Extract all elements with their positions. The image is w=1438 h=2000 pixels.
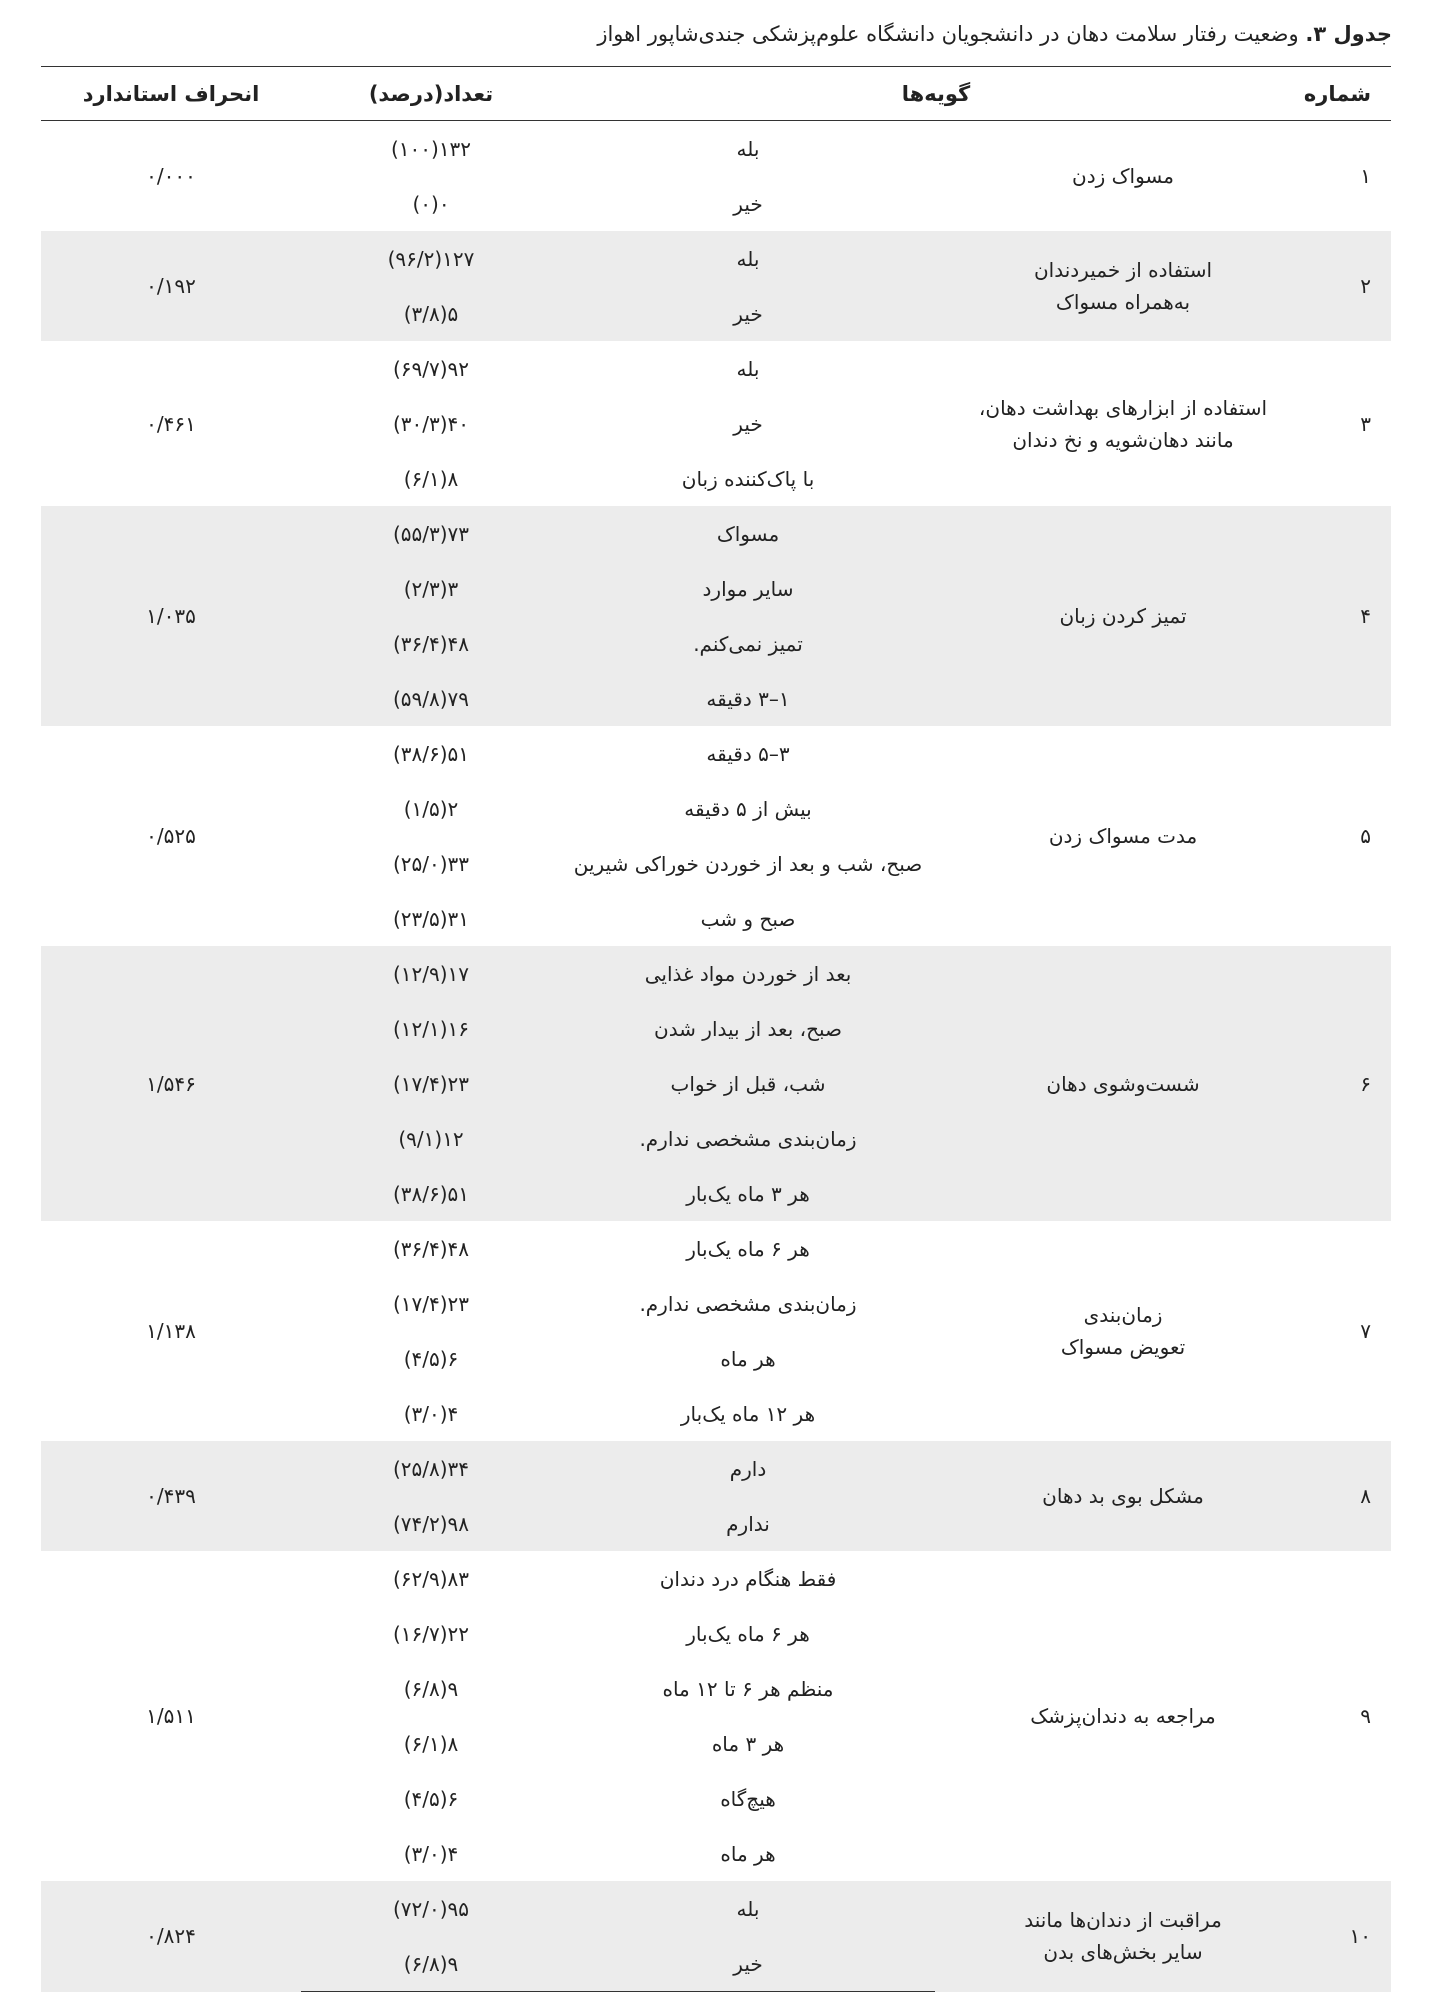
- item-label-line: مسواک زدن: [1072, 164, 1174, 188]
- item-group: [41, 231, 1391, 341]
- count-percent: ۸(۶/۱): [403, 1731, 459, 1756]
- standard-deviation: ۱/۱۳۸: [146, 1319, 196, 1343]
- item-label-line: مشکل بوی بد دهان: [1042, 1484, 1204, 1508]
- item-group: [41, 946, 1391, 1221]
- count-percent: ۲۲(۱۶/۷): [392, 1621, 470, 1646]
- header-row: [41, 67, 1391, 121]
- item-group: [41, 1551, 1391, 1881]
- response-option: خیر: [561, 1936, 935, 1992]
- count-percent: ۲۳(۱۷/۴): [301, 1056, 561, 1111]
- response-option: هر ماه: [720, 1346, 776, 1371]
- response-option: صبح، بعد از بیدار شدن: [561, 1001, 935, 1056]
- count-percent: ۴۸(۳۶/۴): [301, 616, 561, 671]
- item-number: ۳: [1360, 411, 1372, 436]
- response-option: خیر: [561, 286, 935, 341]
- item-number: ۴: [1311, 506, 1391, 726]
- table-row: [41, 946, 1391, 1001]
- response-option: زمان‌بندی مشخصی ندارم.: [561, 1111, 935, 1166]
- response-option: بله: [561, 1881, 935, 1936]
- count-percent: ۲۳(۱۷/۴): [392, 1291, 470, 1316]
- item-label-line: تعویض مسواک: [1060, 1335, 1186, 1359]
- standard-deviation: ۰/۵۲۵: [146, 824, 196, 848]
- item-group: [41, 726, 1391, 946]
- count-percent: ۴۸(۳۶/۴): [392, 1236, 470, 1261]
- behavior-table: [41, 66, 1391, 1992]
- count-percent: ۶(۴/۵): [403, 1786, 459, 1811]
- header-count: تعداد(درصد): [301, 67, 561, 121]
- response-option: ۱–۳ دقیقه: [561, 671, 935, 726]
- response-option: بله: [736, 136, 760, 161]
- item-label-line: مدت مسواک زدن: [1048, 824, 1198, 848]
- count-percent: ۵(۳/۸): [301, 286, 561, 341]
- response-option: هر ماه: [720, 1841, 776, 1866]
- table-row: [41, 506, 1391, 561]
- standard-deviation: ۱/۵۴۶: [41, 946, 301, 1221]
- standard-deviation: ۱/۰۳۵: [41, 506, 301, 726]
- item-label-line: مانند دهان‌شویه و نخ دندان: [1012, 427, 1234, 452]
- count-percent: ۵۱(۳۸/۶): [392, 741, 470, 766]
- response-option: خیر: [733, 411, 763, 436]
- table-row: [41, 1221, 1391, 1276]
- item-label: [935, 1881, 1311, 1992]
- response-option: مسواک: [561, 506, 935, 561]
- response-option: هر ۶ ماه یک‌بار: [686, 1236, 810, 1261]
- count-percent: ۳۴(۲۵/۸): [301, 1441, 561, 1496]
- response-option: ۳–۵ دقیقه: [706, 741, 790, 766]
- table-header: [41, 67, 1391, 121]
- response-option: منظم هر ۶ تا ۱۲ ماه: [662, 1676, 834, 1701]
- item-group: [41, 1441, 1391, 1551]
- response-option: بعد از خوردن مواد غذایی: [561, 946, 935, 1001]
- item-label-line: استفاده از ابزارهای بهداشت دهان،: [978, 395, 1268, 420]
- response-option: صبح و شب: [700, 906, 796, 931]
- item-label: [935, 341, 1311, 506]
- item-label: [935, 1551, 1311, 1881]
- count-percent: ۳۳(۲۵/۰): [392, 851, 470, 876]
- response-option: زمان‌بندی مشخصی ندارم.: [639, 1291, 857, 1316]
- standard-deviation: ۰/۴۳۹: [41, 1441, 301, 1551]
- item-group: [41, 506, 1391, 726]
- item-label-line: زمان‌بندی: [1083, 1303, 1163, 1327]
- response-option: هر ۳ ماه: [711, 1731, 785, 1756]
- response-option: تمیز نمی‌کنم.: [561, 616, 935, 671]
- count-percent: ۴۰(۳۰/۳): [392, 411, 470, 436]
- count-percent: ۵۱(۳۸/۶): [301, 1166, 561, 1221]
- count-percent: ۱۶(۱۲/۱): [301, 1001, 561, 1056]
- standard-deviation: ۰/۰۰۰: [146, 164, 196, 188]
- response-option: با پاک‌کننده زبان: [681, 466, 815, 491]
- count-percent: ۱۳۲(۱۰۰): [390, 136, 472, 161]
- response-option: فقط هنگام درد دندان: [659, 1566, 837, 1591]
- item-group: [41, 1221, 1391, 1441]
- header-sd: انحراف استاندارد: [41, 67, 301, 121]
- count-percent: ۱۲۷(۹۶/۲): [301, 231, 561, 286]
- table-row: [41, 726, 1391, 781]
- caption-label: جدول ۳.: [1305, 22, 1392, 46]
- item-label-line: مراقبت از دندان‌ها مانند: [1024, 1908, 1222, 1933]
- count-percent: ۸(۶/۱): [403, 466, 459, 491]
- item-number: ۵: [1360, 824, 1372, 848]
- table-row: [41, 1881, 1391, 1936]
- table-row: [41, 1441, 1391, 1496]
- table-caption: [46, 14, 1392, 54]
- response-option: هر ۳ ماه یک‌بار: [561, 1166, 935, 1221]
- item-label-line: تمیز کردن زبان: [1059, 604, 1187, 628]
- count-percent: ۱۲(۹/۱): [301, 1111, 561, 1166]
- response-option: هر ۱۲ ماه یک‌بار: [680, 1401, 816, 1426]
- item-label-line: شست‌وشوی دهان: [1046, 1071, 1200, 1096]
- item-label-line: به‌همراه مسواک: [1055, 290, 1191, 314]
- count-percent: ۹(۶/۸): [403, 1676, 459, 1701]
- standard-deviation: ۰/۴۶۱: [146, 411, 196, 436]
- response-option: بیش از ۵ دقیقه: [684, 796, 812, 821]
- response-option: بله: [736, 356, 760, 381]
- item-number: ۸: [1311, 1441, 1391, 1551]
- response-option: بله: [561, 231, 935, 286]
- standard-deviation: ۱/۵۱۱: [146, 1704, 196, 1728]
- item-number: ۷: [1360, 1319, 1372, 1343]
- item-label: [935, 231, 1311, 341]
- count-percent: ۹۲(۶۹/۷): [392, 356, 470, 381]
- item-number: ۲: [1311, 231, 1391, 341]
- header-items: گویه‌ها: [561, 67, 1311, 121]
- item-group: [41, 1881, 1391, 1992]
- response-option: خیر: [733, 191, 763, 216]
- response-option: هر ۶ ماه یک‌بار: [686, 1621, 810, 1646]
- item-number: ۱: [1360, 164, 1372, 188]
- caption-text: وضعیت رفتار سلامت دهان در دانشجویان دانشگاه علوم‌پزشکی جندی‌شاپور اهواز: [597, 22, 1299, 46]
- response-option: ندارم: [561, 1496, 935, 1551]
- count-percent: ۶(۴/۵): [403, 1346, 459, 1371]
- item-label-line: سایر بخش‌های بدن: [1043, 1940, 1203, 1965]
- table-row: [41, 121, 1391, 177]
- response-option: صبح، شب و بعد از خوردن خوراکی شیرین: [573, 851, 923, 876]
- item-label: [935, 1441, 1311, 1551]
- count-percent: ۹۸(۷۴/۲): [301, 1496, 561, 1551]
- response-option: سایر موارد: [561, 561, 935, 616]
- response-option: هیچ‌گاه: [720, 1786, 776, 1811]
- item-label: [935, 726, 1311, 946]
- item-label: [935, 946, 1311, 1221]
- count-percent: ۴(۳/۰): [403, 1401, 459, 1426]
- item-number: ۹: [1360, 1704, 1372, 1728]
- header-number: شماره: [1311, 67, 1391, 121]
- count-percent: ۰(۰): [412, 191, 450, 216]
- item-label: [935, 506, 1311, 726]
- table-row: [41, 341, 1391, 396]
- count-percent: ۹(۶/۸): [301, 1936, 561, 1992]
- item-group: [41, 121, 1391, 232]
- item-label: [935, 1221, 1311, 1441]
- count-percent: ۴(۳/۰): [403, 1841, 459, 1866]
- item-number: ۱۰: [1311, 1881, 1391, 1992]
- item-label-line: مراجعه به دندان‌پزشک: [1030, 1704, 1216, 1728]
- count-percent: ۳۱(۲۳/۵): [392, 906, 470, 931]
- response-option: دارم: [561, 1441, 935, 1496]
- response-option: شب، قبل از خواب: [561, 1056, 935, 1111]
- item-number: ۶: [1311, 946, 1391, 1221]
- count-percent: ۱۷(۱۲/۹): [301, 946, 561, 1001]
- table-row: [41, 231, 1391, 286]
- table-row: [41, 1551, 1391, 1606]
- count-percent: ۹۵(۷۲/۰): [301, 1881, 561, 1936]
- count-percent: ۲(۱/۵): [403, 796, 459, 821]
- count-percent: ۳(۲/۳): [301, 561, 561, 616]
- count-percent: ۸۳(۶۲/۹): [392, 1566, 470, 1591]
- item-label-line: استفاده از خمیردندان: [1033, 258, 1213, 282]
- count-percent: ۷۳(۵۵/۳): [301, 506, 561, 561]
- standard-deviation: ۰/۱۹۲: [41, 231, 301, 341]
- standard-deviation: ۰/۸۲۴: [41, 1881, 301, 1992]
- item-group: [41, 341, 1391, 506]
- item-label: [935, 121, 1311, 232]
- count-percent: ۷۹(۵۹/۸): [301, 671, 561, 726]
